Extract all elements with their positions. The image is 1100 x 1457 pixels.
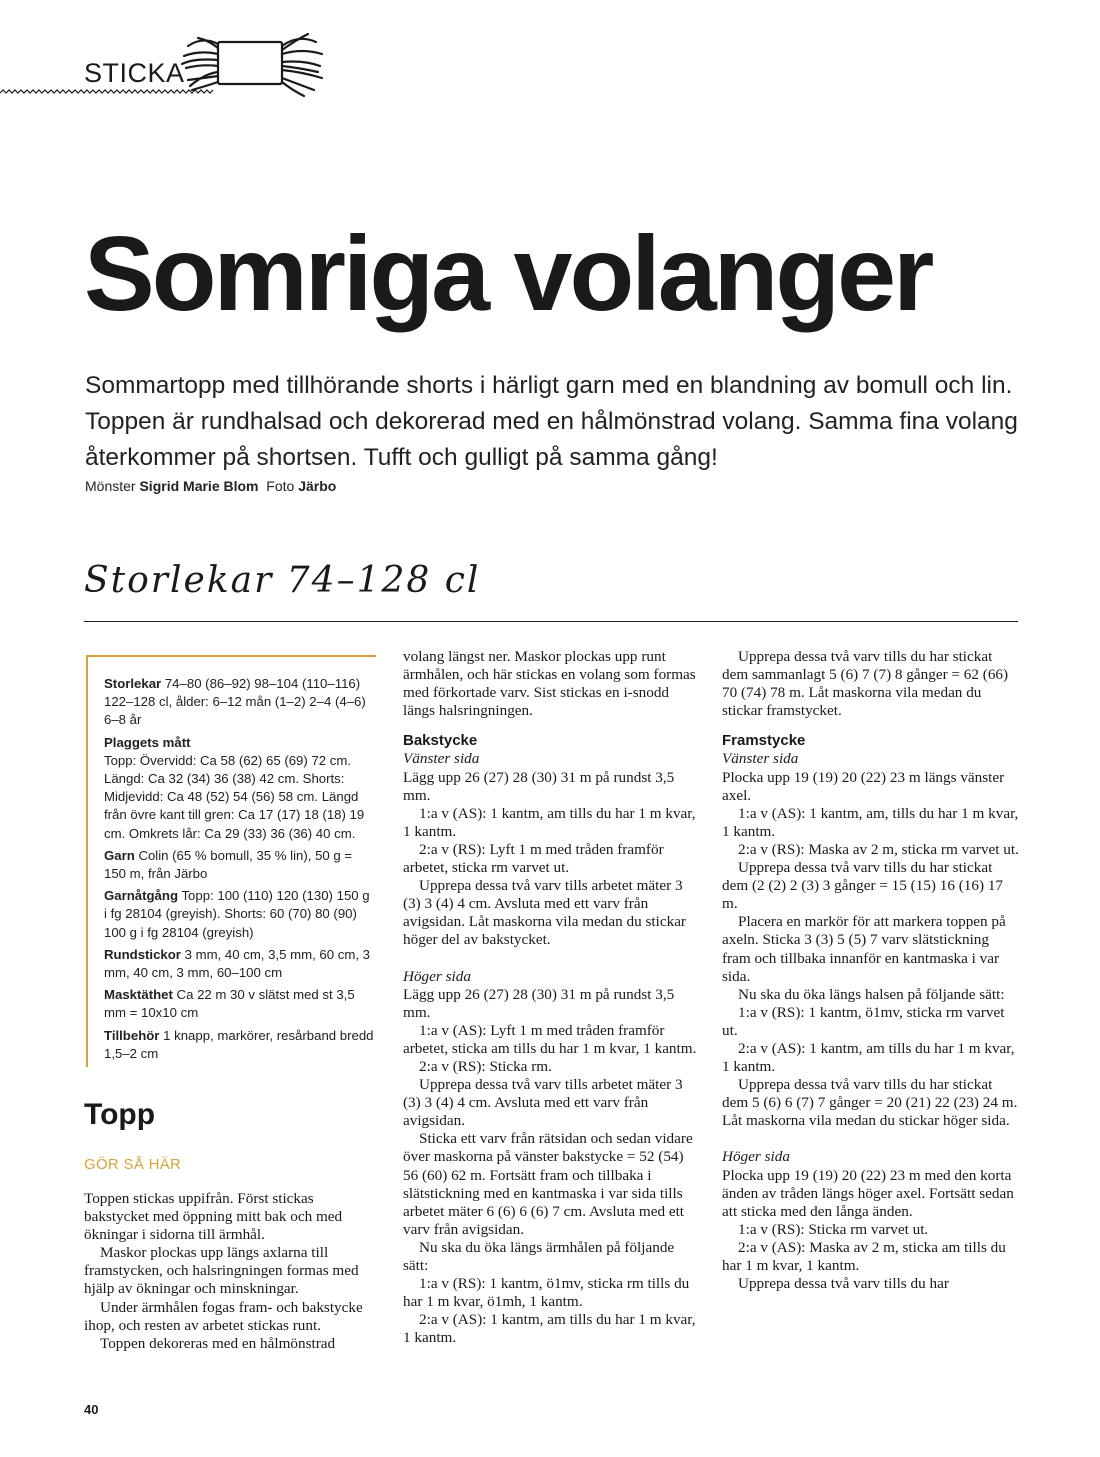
infobox-text: 3 mm, 40 cm, 3,5 mm, 60 cm, 3 mm, 40 cm, 3 mm, 60–100 cm [104,946,371,981]
lead-paragraph: Sommartopp med tillhörande shorts i härligt garn med en blandning av bomull och lin. Toppen är rundhalsad och dekorerad med en hålmönstrad volang. Samma fina volang återkommer på shortsen. Tufft och gulligt på samma gång! [85,372,1018,471]
page-number: 40 [84,1402,99,1417]
photo-label: Foto [266,478,295,494]
zigzag-divider [0,88,215,98]
body-paragraph: 1:a v (RS): 1 kantm, ö1mv, sticka rm varvet ut. [722,1003,1005,1039]
body-paragraph: Upprepa dessa två varv tills du har stickat dem 5 (6) 6 (7) 7 gånger = 20 (21) 22 (23) 24 m. Låt maskorna vila medan du stickar höger sida. [722,1076,1018,1130]
infobox-entry [104,887,376,942]
infobox-label: Storlekar [104,676,162,691]
body-paragraph: 2:a v (RS): Maska av 2 m, sticka rm varvet ut. [738,840,1019,858]
body-paragraph: 1:a v (AS): 1 kantm, am tills du har 1 m kvar, 1 kantm. [403,804,696,840]
materials-infobox [86,655,376,1067]
body-paragraph: 2:a v (AS): Maska av 2 m, sticka am tills du har 1 m kvar, 1 kantm. [722,1238,1006,1274]
text-column-3 [722,648,1020,1293]
body-paragraph: Toppen dekoreras med en hålmönstrad [100,1334,336,1352]
side-subheading: Vänster sida [403,750,480,768]
infobox-entry [104,1027,376,1063]
body-paragraph: 2:a v (RS): Sticka rm. [419,1057,552,1075]
infobox-text: Topp: 100 (110) 120 (130) 150 g i fg 28104 (greyish). Shorts: 60 (70) 80 (90) 100 g i fg 28104 (greyish) [104,888,370,940]
sizes-heading: Storlekar 74–128 cl [84,560,481,601]
body-paragraph: 1:a v (AS): 1 kantm, am, tills du har 1 m kvar, 1 kantm. [722,804,1019,840]
body-paragraph [403,950,699,968]
body-paragraph: Nu ska du öka längs ärmhålen på följande sätt: [403,1238,675,1274]
body-paragraph: Plocka upp 19 (19) 20 (22) 23 m längs vänster axel. [722,768,1005,804]
section-subheading: Bakstycke [403,732,478,750]
body-paragraph: Lägg upp 26 (27) 28 (30) 31 m på rundst 3,5 mm. [403,985,675,1021]
body-paragraph: Nu ska du öka längs halsen på följande sätt: [738,985,1005,1003]
infobox-entry [104,734,376,843]
infobox-entry [104,946,376,982]
section-subheading: Framstycke [722,732,806,750]
pattern-label: Mönster [85,478,136,494]
infobox-label: Rundstickor [104,946,181,962]
body-paragraph: 1:a v (AS): Lyft 1 m med tråden framför arbetet, sticka am tills du har 1 m kvar, 1 kantm. [403,1021,697,1057]
text-column-1 [84,1190,380,1353]
body-paragraph: Plocka upp 19 (19) 20 (22) 23 m med den korta änden av tråden längs höger axel. Fortsätt sedan att sticka med den långa änden. [722,1166,1014,1220]
body-paragraph: 2:a v (RS): Lyft 1 m med tråden framför arbetet, sticka rm varvet ut. [403,840,664,877]
instructions-subheading: GÖR SÅ HÄR [84,1156,182,1173]
topp-heading: Topp [84,1098,156,1131]
text-column-2 [403,648,699,1347]
body-paragraph: Sticka ett varv från rätsidan och sedan vidare över maskorna på vänster bakstycke = 52 (54) 56 (60) 62 m. Fortsätt fram och tillbaka i slätstickning med en kantmaska i var sida tills arbetet mäter 6 (6) 6 (6) 7 cm. Avsluta med ett varv från avigsidan. [403,1130,693,1238]
pattern-designer: Sigrid Marie Blom [139,478,259,494]
infobox-label: Plaggets mått [104,734,191,750]
body-paragraph: Toppen stickas uppifrån. Först stickas bakstycket med öppning mitt bak och med ökningar i sidorna till ärmhål. [84,1190,343,1244]
body-paragraph: Upprepa dessa två varv tills arbetet mäter 3 (3) 3 (4) 4 cm. Avsluta med ett varv från avigsidan. [403,1076,683,1130]
body-paragraph: Under ärmhålen fogas fram- och bakstycke ihop, och resten av arbetet stickas runt. [84,1298,363,1334]
body-paragraph: Placera en markör för att markera toppen på axeln. Sticka 3 (3) 5 (5) 7 varv slätstickning fram och tillbaka innanför en kantmaska i var sida. [722,913,1006,985]
infobox-entry [104,986,376,1022]
side-subheading: Höger sida [722,1148,790,1166]
body-paragraph: 2:a v (AS): 1 kantm, am tills du har 1 m kvar, 1 kantm. [403,1311,696,1347]
body-paragraph: Upprepa dessa två varv tills du har stickat dem (2 (2) 2 (3) 3 gånger = 15 (15) 16 (16) 17 m. [722,859,1004,913]
body-paragraph: Lägg upp 26 (27) 28 (30) 31 m på rundst 3,5 mm. [403,768,675,804]
infobox-text: Colin (65 % bomull, 35 % lin), 50 g = 150 m, från Järbo [104,847,353,882]
section-label: STICKA [84,58,185,88]
body-paragraph: Upprepa dessa två varv tills du har stickat dem sammanlagt 5 (6) 7 (7) 8 gånger = 62 (66) 70 (74) 78 m. Låt maskorna vila medan du stickar framstycket. [722,648,1009,720]
photo-credit: Järbo [298,478,337,494]
body-paragraph: 1:a v (RS): 1 kantm, ö1mv, sticka rm tills du har 1 m kvar, ö1mh, 1 kantm. [403,1275,690,1311]
body-paragraph: Maskor plockas upp längs axlarna till framstycken, och halsringningen formas med hjälp av ökningar och minskningar. [84,1244,359,1298]
infobox-label: Garnåtgång [104,888,179,904]
body-paragraph: 1:a v (RS): Sticka rm varvet ut. [738,1220,929,1238]
infobox-entry [104,675,376,730]
infobox-text: 1 knapp, markörer, resårband bredd 1,5–2 cm [104,1027,374,1061]
page-title: Somriga volanger [84,215,932,333]
body-paragraph: volang längst ner. Maskor plockas upp runt ärmhålen, och här stickas en volang som formas med förkortade varv. Sist stickas en i-snodd längs halsringningen. [403,648,696,720]
body-paragraph: Upprepa dessa två varv tills du har [738,1275,949,1293]
infobox-label: Tillbehör [104,1027,160,1043]
infobox-label: Masktäthet [104,987,173,1003]
body-paragraph [722,1130,1020,1148]
infobox-text: 74–80 (86–92) 98–104 (110–116) 122–128 cl, ålder: 6–12 mån (1–2) 2–4 (4–6) 6–8 år [104,676,366,728]
infobox-entry [104,847,376,883]
horizontal-rule [84,621,1018,622]
side-subheading: Höger sida [403,967,471,985]
side-subheading: Vänster sida [722,750,799,768]
infobox-label: Garn [104,847,135,863]
body-paragraph: Upprepa dessa två varv tills arbetet mäter 3 (3) 3 (4) 4 cm. Avsluta med ett varv från avigsidan. Låt maskorna vila medan du stickar höger del av bakstycket. [403,877,686,949]
infobox-text: Topp: Övervidd: Ca 58 (62) 65 (69) 72 cm. Längd: Ca 32 (34) 36 (38) 42 cm. Shorts: Midjevidd: Ca 48 (52) 54 (56) 58 cm. Längd från övre kant till gren: Ca 17 (17) 18 (18) 19 cm. Omkrets lår: Ca 29 (33) 36 (36) 40 cm. [104,752,365,841]
body-paragraph: 2:a v (AS): 1 kantm, am tills du har 1 m kvar, 1 kantm. [722,1039,1015,1076]
infobox-text: Ca 22 m 30 v slätst med st 3,5 mm = 10x10 cm [104,987,355,1021]
credits [85,478,336,494]
